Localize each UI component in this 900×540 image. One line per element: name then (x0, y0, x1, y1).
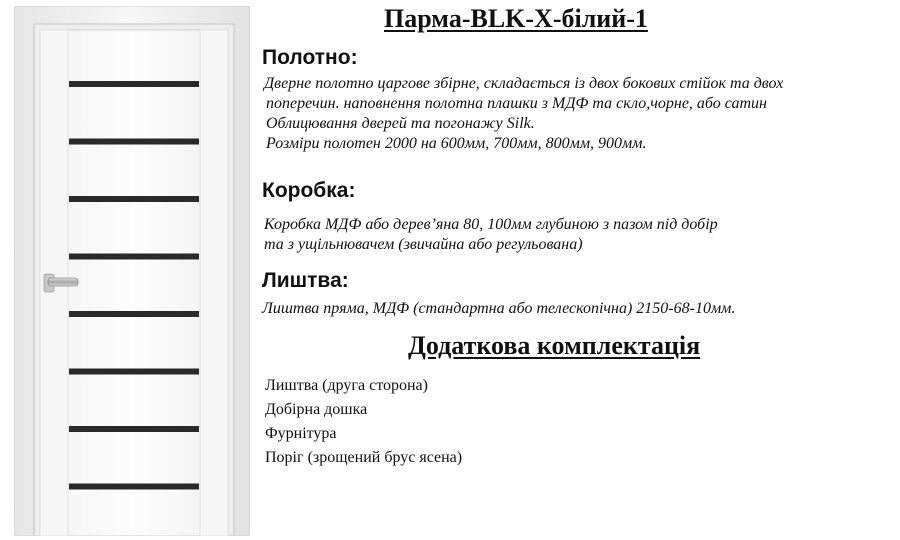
korobka-line: та з ущільнювачем (звичайна або регульована) (264, 236, 583, 253)
section-heading-lyshtva: Лиштва: (262, 269, 349, 292)
korobka-line: Коробка МДФ або дерев’яна 80, 100мм глубиною з пазом під добір (264, 216, 718, 233)
section-text-polotno (264, 74, 783, 154)
door-stile-right (200, 30, 228, 536)
polotno-line: Дверне полотно царгове збірне, складається із двох бокових стійок та двох (264, 75, 784, 92)
section-heading-polotno: Полотно: (262, 46, 358, 69)
lyshtva-line: Лиштва пряма, МДФ (стандартна або телескопічна) 2150-68-10мм. (262, 300, 736, 317)
polotno-line: Облицювання дверей та погонажу Silk. (266, 115, 535, 132)
list-item: Добірна дошка (265, 401, 368, 418)
glass-strip (69, 81, 199, 87)
glass-strip (69, 426, 199, 432)
list-item: Поріг (зрощений брус ясена) (265, 449, 463, 466)
section-text-lyshtva (262, 299, 735, 319)
glass-strip (69, 139, 199, 145)
section-text-korobka (264, 215, 718, 255)
glass-strip (69, 369, 199, 375)
section-heading-korobka: Коробка: (262, 179, 356, 202)
glass-strip (69, 311, 199, 317)
door-illustration (14, 6, 250, 536)
polotno-line: поперечин. наповнення полотна плашки з МДФ та скло,чорне, або сатин (266, 95, 767, 112)
list-item: Фурнітура (265, 425, 337, 442)
glass-strip (69, 254, 199, 260)
extras-heading: Додаткова комплектація (408, 331, 701, 360)
glass-strip (69, 484, 199, 490)
extras-list (265, 374, 462, 470)
glass-strip (69, 196, 199, 202)
product-title: Парма-BLK-X-білий-1 (384, 4, 648, 33)
polotno-line: Розміри полотен 2000 на 600мм, 700мм, 800мм, 900мм. (266, 135, 647, 152)
door-image (14, 6, 250, 536)
list-item: Лиштва (друга сторона) (265, 377, 428, 394)
